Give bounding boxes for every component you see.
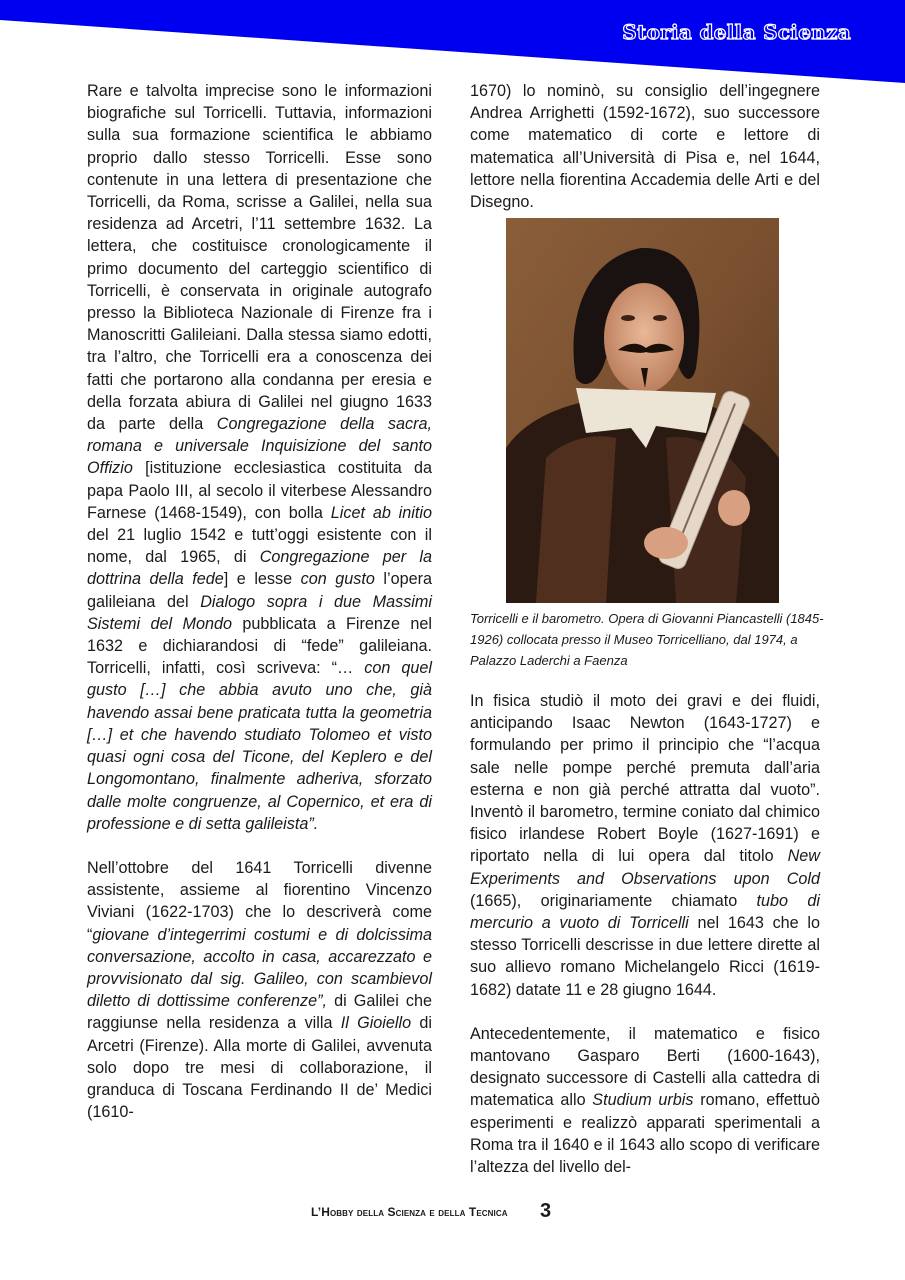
paragraph [87,857,432,1123]
text-run: (1665), originariamente chiamato [470,891,757,910]
right-column-lower [470,690,820,1178]
left-column [87,80,432,1123]
text-run: Nell’ottobre del 1641 Torricelli divenne assistente, assieme al fiorentino Vincenzo Viviani (1622-1703) che lo descriverà come “ [87,858,432,944]
text-run: Antecedentemente, il matematico e fisico mantovano Gasparo Berti (1600-1643), designato successore di Castelli alla cattedra di matematica allo [470,1024,820,1110]
section-title: Storia della Scienza [622,20,851,44]
text-run: nel 1643 che lo stesso Torricelli descrisse in due lettere dirette al suo allievo romano Michelangelo Ricci (1619-1682) datate 11 e 28 giugno 1644. [470,914,820,999]
italic-text: Il Gioiello [340,1014,412,1033]
text-run: del 21 luglio 1542 e tutt’oggi esistente con il nome, dal 1965, di [87,526,432,567]
text-run: ] e lesse [223,570,301,589]
italic-text: con gusto [300,570,375,589]
italic-text: giovane d’integerrimi costumi e di dolcissima conversazione, accolto in casa, accarezzato e provvisionato dal sig. Galileo, con scambievol diletto di dottissime conferenze”, [87,925,432,1011]
paragraph [470,80,820,213]
paragraph [470,1023,820,1178]
portrait-image [506,218,779,603]
figure-caption: Torricelli e il barometro. Opera di Giovanni Piancastelli (1845-1926) collocata presso il Museo Torricelliano, dal 1974, a Palazzo Laderchi a Faenza [470,611,824,668]
header-banner [0,0,905,85]
blue-band-shape [0,0,905,90]
text-run: Rare e talvolta imprecise sono le informazioni biografiche sul Torricelli. Tuttavia, informazioni sulla sua formazione scientifica le abbiamo proprio dallo stesso Torricelli. Esse sono contenute in una lettera di presentazione che Torricelli, da Roma, scrisse a Galilei, nella sua residenza ad Arcetri, l’11 settembre 1632. La lettera, che costituisce cronologicamente il primo documento del carteggio scientifico di Torricelli, è conservata in originale autografo presso la Biblioteca Nazionale di Firenze fra i Manoscritti Galileiani. Dalla stessa siamo edotti, tra l’altro, che Torricelli era a conoscenza dei fatti che portarono alla condanna per eresia e della forzata abiura di Galilei nel giugno 1633 da parte della [87,82,432,434]
right-column [470,80,820,213]
text-run: [istituzione ecclesiastica costituita da papa Paolo III, al secolo il viterbese Alessandro Farnese (1468-1549), con bolla [87,459,432,522]
italic-text: Congregazione per la dottrina della fede [87,548,432,589]
italic-text: Licet ab initio [330,503,432,522]
page-number: 3 [540,1200,552,1222]
italic-text: tubo di mercurio a vuoto di Torricelli [470,891,820,933]
text-run: romano, effettuò esperimenti e realizzò apparati sperimentali a Roma tra il 1640 e il 1643 allo scopo di verificare l’altezza del livello del- [470,1091,821,1177]
text-run: di Arcetri (Firenze). Alla morte di Galilei, avvenuta solo dopo tre mesi di collaborazione, il granduca di Toscana Ferdinando II de’ Medici (1610- [87,1014,432,1122]
text-run: di Galilei che raggiunse nella residenza a villa [87,992,432,1033]
italic-text: New Experiments and Observations upon Cold [470,847,820,888]
journal-name: L’Hobby della Scienza e della Tecnica [311,1205,508,1219]
italic-text: Dialogo sopra i due Massimi Sistemi del Mondo [87,592,432,633]
torricelli-portrait [506,218,779,603]
text-run: In fisica studiò il moto dei gravi e dei fluidi, anticipando Isaac Newton (1643-1727) e formulando per primo il principio che “l’acqua sale nelle pompe perché premuta dall’aria esterna e non già perché attratta dal vuoto”. Inventò il barometro, termine coniato dal chimico fisico irlandese Robert Boyle (1627-1691) e riportato nella di lui opera dal titolo [470,692,820,866]
text-run: l’opera galileiana del [87,570,432,611]
paragraph [87,80,432,835]
italic-text: con quel gusto […] che abbia avuto uno che, già havendo assai bene praticata tutta la geometria […] et che havendo studiato Tolomeo et visto quasi ogni cosa del Ticone, del Keplero e del Longomontano, finalmente adheriva, sforzato dalle molte congruenze, al Copernico, et era di professione e di setta galileista”. [87,659,432,833]
italic-text: Studium urbis [592,1091,694,1110]
italic-text: Congregazione della sacra, romana e universale Inquisizione del santo Offizio [87,415,432,478]
text-run: 1670) lo nominò, su consiglio dell’ingegnere Andrea Arrighetti (1592-1672), suo successore come matematico di corte e lettore di matematica all’Università di Pisa e, nel 1644, lettore nella fiorentina Accademia delle Arti e del Disegno. [470,82,820,212]
paragraph [470,690,820,1001]
text-run: pubblicata a Firenze nel 1632 e dichiarandosi di “fede” galileiana. Torricelli, infatti, così scriveva: “… [87,614,432,678]
